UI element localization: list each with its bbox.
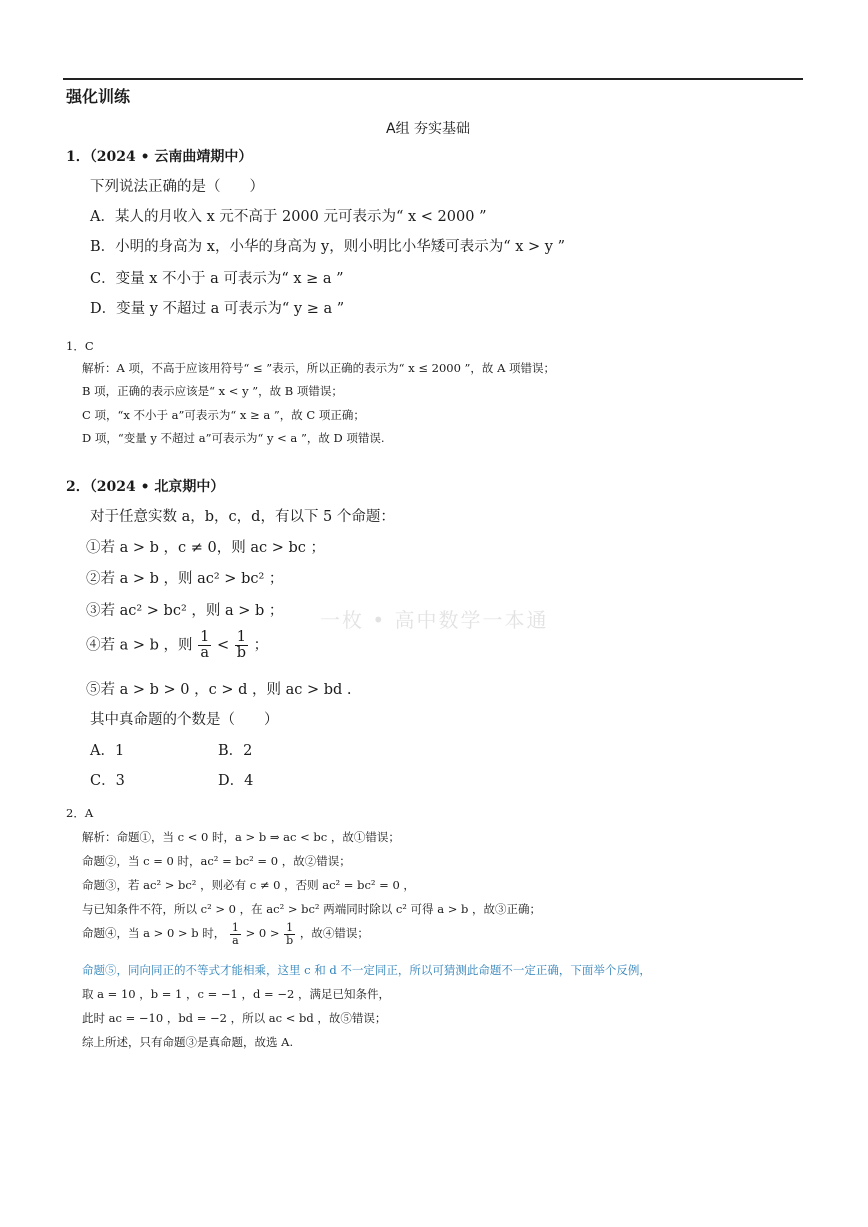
q2-option-b: B．2: [218, 743, 253, 759]
numerator: 1: [200, 629, 210, 645]
watermark: 一枚 • 高中数学一本通: [320, 608, 549, 632]
a2-l5-suffix: ，故④错误；: [299, 926, 369, 941]
denominator: b: [286, 933, 294, 947]
denominator: a: [232, 933, 239, 947]
q2-proposition-1: ①若 a > b ，c ≠ 0，则 ac > bc ；: [86, 540, 325, 556]
a2-line-1: 解析：命题①，当 c < 0 时，a > b ⇒ ac < bc ，故①错误；: [82, 830, 400, 844]
a2-line-7: 取 a = 10 ，b = 1 ，c = −1 ，d = −2 ，满足已知条件，: [82, 987, 390, 1001]
q2-option-c: C．3: [90, 773, 125, 789]
denominator: a: [200, 645, 210, 662]
a2-line-5: [82, 922, 369, 946]
q1-header: 1．（2024 • 云南曲靖期中）: [66, 149, 253, 165]
fraction-1-over-a: [230, 922, 241, 946]
denominator: b: [236, 645, 247, 662]
a1-line-2: B 项，正确的表示应该是“ x < y ”，故 B 项错误；: [82, 384, 343, 398]
a2-answer: 2．A: [66, 806, 94, 820]
section-title: 强化训练: [66, 87, 131, 106]
a1-line-3: C 项，“x 不小于 a”可表示为“ x ≥ a ”，故 C 项正确；: [82, 408, 365, 422]
q2-p4-prefix: ④若 a > b ，则: [86, 637, 193, 654]
a2-line-8: 此时 ac = −10 ，bd = −2 ，所以 ac < bd ，故⑤错误；: [82, 1011, 387, 1025]
a2-line-6-highlight: 命题⑤，同向同正的不等式才能相乘，这里 c 和 d 不一定同正，所以可猜测此命题不一定正确，下面举个反例，: [82, 963, 651, 977]
a2-line-4: 与已知条件不符，所以 c² > 0 ，在 ac² > bc² 两端同时除以 c² 可得 a > b ，故③正确；: [82, 902, 542, 916]
a2-l5-prefix: 命题④，当 a > 0 > b 时，: [82, 926, 226, 941]
fraction-1-over-b: [284, 922, 295, 946]
fraction-1-over-b: [235, 630, 248, 661]
numerator: 1: [231, 921, 239, 934]
q2-p4-suffix: ；: [253, 637, 269, 654]
q2-proposition-4: [86, 630, 268, 661]
q2-option-d: D．4: [218, 773, 254, 789]
q2-option-a: A．1: [90, 743, 125, 759]
q1-option-d: D．变量 y 不超过 a 可表示为“ y ≥ a ”: [90, 301, 345, 317]
a2-line-9: 综上所述，只有命题③是真命题，故选 A.: [82, 1035, 294, 1049]
q2-proposition-2: ②若 a > b ，则 ac² > bc² ；: [86, 571, 284, 587]
a1-line-1: 解析：A 项，不高于应该用符号“ ≤ ”表示，所以正确的表示为“ x ≤ 2000 ”，故 A 项错误；: [82, 361, 556, 375]
q2-stem: 对于任意实数 a，b，c，d，有以下 5 个命题：: [90, 509, 395, 525]
a2-line-3: 命题③，若 ac² > bc² ，则必有 c ≠ 0 ，否则 ac² = bc² = 0 ，: [82, 878, 415, 892]
a1-answer: 1．C: [66, 339, 94, 353]
q1-option-a: A．某人的月收入 x 元不高于 2000 元可表示为“ x < 2000 ”: [90, 209, 487, 225]
q1-option-c: C．变量 x 不小于 a 可表示为“ x ≥ a ”: [90, 271, 344, 287]
numerator: 1: [286, 921, 294, 934]
group-title: A组 夯实基础: [386, 121, 471, 137]
less-than-sign: <: [216, 637, 230, 654]
q2-question: 其中真命题的个数是（ ）: [90, 712, 279, 728]
top-rule: [63, 78, 803, 80]
q2-proposition-5: ⑤若 a > b > 0 ，c > d ，则 ac > bd .: [86, 682, 352, 698]
q1-stem: 下列说法正确的是（ ）: [90, 179, 264, 195]
q2-header: 2．（2024 • 北京期中）: [66, 479, 225, 495]
a1-line-4: D 项，“变量 y 不超过 a”可表示为“ y < a ”，故 D 项错误.: [82, 431, 385, 445]
a2-l5-middle: > 0 >: [245, 926, 280, 941]
q2-proposition-3: ③若 ac² > bc² ，则 a > b ；: [86, 603, 284, 619]
q1-option-b: B．小明的身高为 x，小华的身高为 y，则小明比小华矮可表示为“ x > y ”: [90, 239, 566, 255]
numerator: 1: [236, 629, 246, 645]
a2-line-2: 命题②，当 c = 0 时，ac² = bc² = 0 ，故②错误；: [82, 854, 351, 868]
fraction-1-over-a: [198, 630, 211, 661]
